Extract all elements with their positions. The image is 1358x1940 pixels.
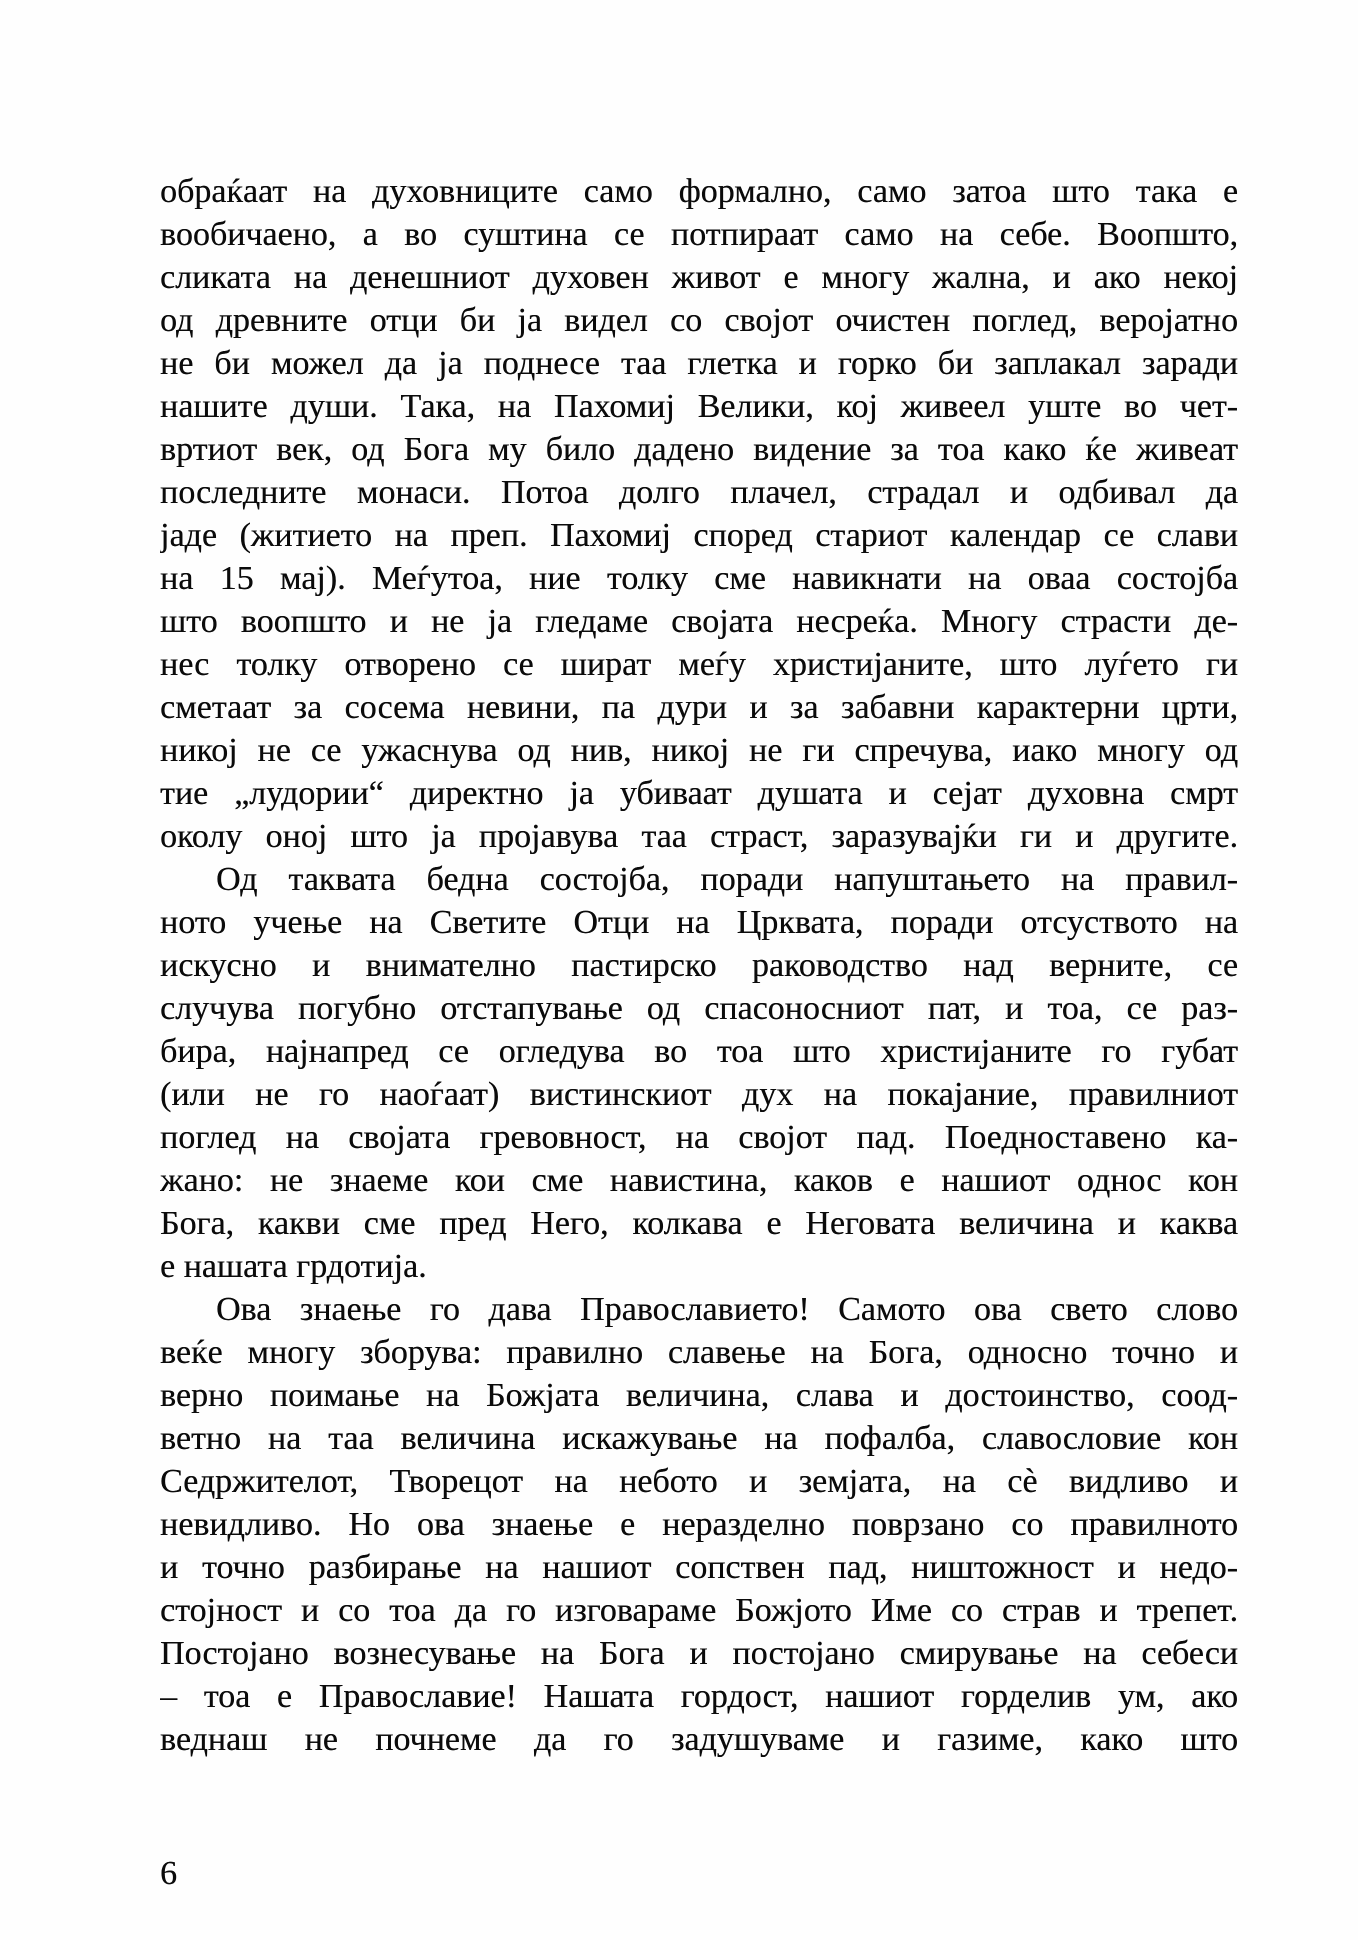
text-line: никој не се ужаснува од нив, никој не ги спречува, иако многу од bbox=[160, 732, 1238, 769]
page-number: 6 bbox=[160, 1855, 177, 1892]
text-line: невидливо. Но ова знаење е неразделно поврзано со правилното bbox=[160, 1506, 1238, 1543]
text-line: Ова знаење го дава Православието! Самото ова свето слово bbox=[216, 1291, 1238, 1328]
text-line: што воопшто и не ја гледаме својата несреќа. Многу страсти де- bbox=[160, 603, 1238, 640]
text-line: е нашата грдотија. bbox=[160, 1248, 427, 1285]
text-line: стојност и со тоа да го изговараме Божјото Име со страв и трепет. bbox=[160, 1592, 1238, 1629]
paragraph bbox=[160, 170, 1238, 858]
text-line: Седржителот, Творецот на небото и земјата, на сѐ видливо и bbox=[160, 1463, 1238, 1500]
text-line: поглед на својата гревовност, на својот пад. Поедноставено ка- bbox=[160, 1119, 1238, 1156]
text-line: верно поимање на Божјата величина, слава и достоинство, соод- bbox=[160, 1377, 1238, 1414]
text-line: искусно и внимателно пастирско раководство над верните, се bbox=[160, 947, 1238, 984]
text-line: веднаш не почнеме да го задушуваме и газиме, како што bbox=[160, 1721, 1238, 1758]
text-line: случува погубно отстапување од спасоносниот пат, и тоа, се раз- bbox=[160, 990, 1238, 1027]
text-line: сметаат за сосема невини, па дури и за забавни карактерни црти, bbox=[160, 689, 1238, 726]
text-line: Од таквата бедна состојба, поради напуштањето на правил- bbox=[216, 861, 1238, 898]
text-line: обраќаат на духовниците само формално, само затоа што така е bbox=[160, 173, 1238, 210]
text-line: Постојано вознесување на Бога и постојано смирување на себеси bbox=[160, 1635, 1238, 1672]
text-line: сликата на денешниот духовен живот е многу жална, и ако некој bbox=[160, 259, 1238, 296]
text-line: нес толку отворено се шират меѓу христијаните, што луѓето ги bbox=[160, 646, 1238, 683]
text-line: околу оној што ја пројавува таа страст, заразувајќи ги и другите. bbox=[160, 818, 1238, 855]
text-line: Бога, какви сме пред Него, колкава е Неговата величина и каква bbox=[160, 1205, 1238, 1242]
text-line: жано: не знаеме кои сме навистина, каков е нашиот однос кон bbox=[160, 1162, 1238, 1199]
text-line: и точно разбирање на нашиот сопствен пад, ништожност и недо- bbox=[160, 1549, 1238, 1586]
text-line: веќе многу зборува: правилно славење на Бога, односно точно и bbox=[160, 1334, 1238, 1371]
text-line: јаде (житието на преп. Пахомиј според стариот календар се слави bbox=[160, 517, 1238, 554]
text-line: тие „лудории“ директно ја убиваат душата и сејат духовна смрт bbox=[160, 775, 1238, 812]
text-line: не би можел да ја поднесе таа глетка и горко би заплакал заради bbox=[160, 345, 1238, 382]
text-line: – тоа е Православие! Нашата гордост, нашиот горделив ум, ако bbox=[160, 1678, 1238, 1715]
paragraph bbox=[160, 1288, 1238, 1761]
text-line: ветно на таа величина искажување на пофалба, славословие кон bbox=[160, 1420, 1238, 1457]
text-line: од древните отци би ја видел со својот очистен поглед, веројатно bbox=[160, 302, 1238, 339]
text-line: вртиот век, од Бога му било дадено видение за тоа како ќе живеат bbox=[160, 431, 1238, 468]
body-text bbox=[160, 170, 1238, 1761]
text-line: вообичаено, а во суштина се потпираат само на себе. Воопшто, bbox=[160, 216, 1238, 253]
text-line: (или не го наоѓаат) вистинскиот дух на покајание, правилниот bbox=[160, 1076, 1238, 1113]
text-line: ното учење на Светите Отци на Црквата, поради отсуството на bbox=[160, 904, 1238, 941]
paragraph bbox=[160, 858, 1238, 1288]
text-line: нашите души. Така, на Пахомиј Велики, кој живеел уште во чет- bbox=[160, 388, 1238, 425]
text-line: бира, најнапред се огледува во тоа што христијаните го губат bbox=[160, 1033, 1238, 1070]
text-line: на 15 мај). Меѓутоа, ние толку сме навикнати на оваа состојба bbox=[160, 560, 1238, 597]
text-line: последните монаси. Потоа долго плачел, страдал и одбивал да bbox=[160, 474, 1238, 511]
